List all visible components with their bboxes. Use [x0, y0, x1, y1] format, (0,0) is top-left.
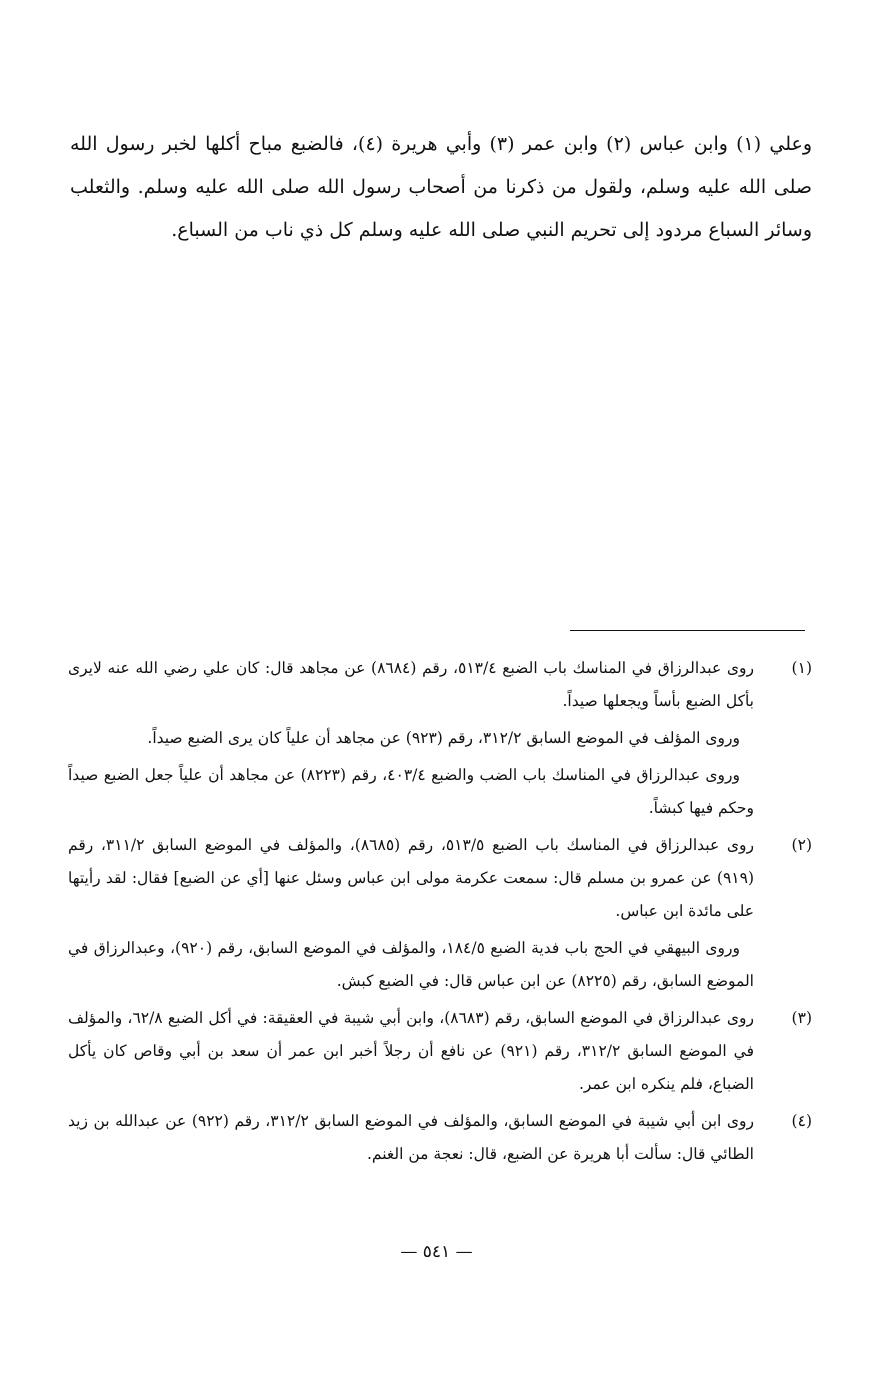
footnote-paragraph: روى ابن أبي شيبة في الموضع السابق، والمؤلف في الموضع السابق ٣١٢/٢، رقم (٩٢٢) عن عبدالله بن زيد الطائي قال: سألت أبا هريرة عن الضبع، قال: نعجة من الغنم. [68, 1112, 754, 1163]
footnote-number: (٢) [791, 836, 812, 854]
footnote-1 [68, 652, 812, 829]
footnote-number: (٣) [791, 1009, 812, 1027]
footnote-number: (١) [791, 659, 812, 677]
footnote-paragraph: روى عبدالرزاق في المناسك باب الضبع ٥١٣/٤، رقم (٨٦٨٤) عن مجاهد قال: كان علي رضي الله عنه لايرى بأكل الضبع بأساً ويجعلها صيداً. [68, 659, 754, 710]
main-paragraph: وعلي (١) وابن عباس (٢) وابن عمر (٣) وأبي هريرة (٤)، فالضبع مباح أكلها لخبر رسول الله صلى الله عليه وسلم، ولقول من ذكرنا من أصحاب رسول الله صلى الله عليه وسلم. والثعلب وسائر السباع مردود إلى تحريم النبي صلى الله عليه وسلم كل ذي ناب من السباع. [70, 133, 813, 241]
main-body-text [70, 123, 812, 252]
footnote-paragraph: وروى المؤلف في الموضع السابق ٣١٢/٢، رقم (٩٢٣) عن مجاهد أن علياً كان يرى الضبع صيداً. [147, 729, 740, 747]
footnote-4 [68, 1105, 812, 1175]
footnote-paragraph: روى عبدالرزاق في الموضع السابق، رقم (٨٦٨٣)، وابن أبي شيبة في العقيقة: في أكل الضبع ٦٢/٨، والمؤلف في الموضع السابق ٣١٢/٢، رقم (٩٢١) عن نافع أن رجلاً أخبر ابن عمر أن سعد بن أبي وقاص كان يأكل الضباع، فلم ينكره ابن عمر. [68, 1009, 754, 1093]
page-number: — ٥٤١ — [400, 1242, 473, 1262]
footnote-paragraph: روى عبدالرزاق في المناسك باب الضبع ٥١٣/٥، رقم (٨٦٨٥)، والمؤلف في الموضع السابق ٣١١/٢، رقم (٩١٩) عن عمرو بن مسلم قال: سمعت عكرمة مولى ابن عباس وسئل عنها [أي عن الضبع] فقال: لقد رأيتها على مائدة ابن عباس. [68, 836, 754, 920]
footnote-number: (٤) [791, 1112, 812, 1130]
footnote-2 [68, 829, 812, 1002]
footnote-paragraph: وروى عبدالرزاق في المناسك باب الضب والضبع ٤٠٣/٤، رقم (٨٢٢٣) عن مجاهد أن علياً جعل الضبع صيداً وحكم فيها كبشاً. [68, 766, 754, 817]
footnote-body [68, 1002, 754, 1105]
footnote-paragraph: وروى البيهقي في الحج باب فدية الضبع ١٨٤/٥، والمؤلف في الموضع السابق، رقم (٩٢٠)، وعبدالرزاق في الموضع السابق، رقم (٨٢٢٥) عن ابن عباس قال: في الضبع كبش. [68, 939, 754, 990]
footnote-body [68, 829, 754, 1002]
footnote-separator [570, 630, 805, 631]
footnote-3 [68, 1002, 812, 1105]
footnote-body [68, 652, 754, 829]
footnotes [68, 652, 812, 1175]
footnote-body [68, 1105, 754, 1175]
